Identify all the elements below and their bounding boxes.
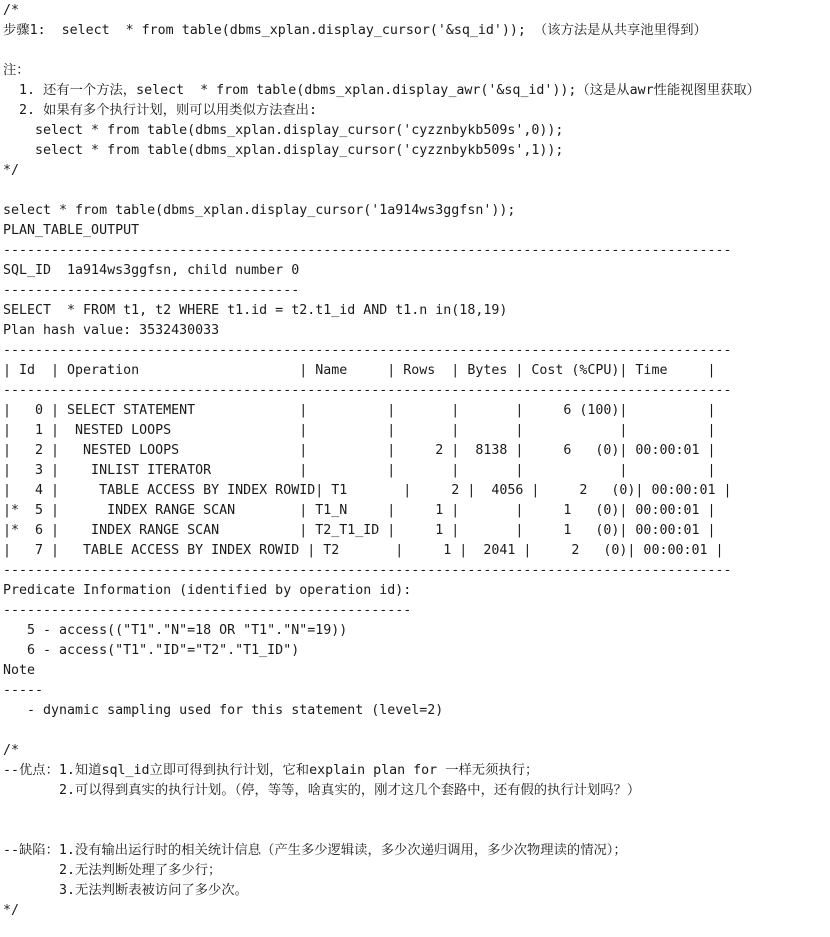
text-line: | 2 | NESTED LOOPS | | 2 | 8138 | 6 (0)| 00:00:01 | xyxy=(3,443,716,458)
text-line: |* 5 | INDEX RANGE SCAN | T1_N | 1 | | 1 (0)| 00:00:01 | xyxy=(3,503,716,518)
text-line xyxy=(3,821,828,841)
text-line: ------------------------------------------------------------------------------------------- xyxy=(3,343,732,358)
text-line xyxy=(3,721,828,741)
text-line: */ xyxy=(3,163,20,178)
text-line: | 1 | NESTED LOOPS | | | | | | xyxy=(3,423,716,438)
text-line: 步骤1: select * from table(dbms_xplan.display_cursor('&sq_id')); （该方法是从共享池里得到） xyxy=(3,23,707,38)
document-text xyxy=(3,1,828,921)
text-line: PLAN_TABLE_OUTPUT xyxy=(3,223,140,238)
text-line: Predicate Information (identified by operation id): xyxy=(3,583,412,598)
text-line: | 7 | TABLE ACCESS BY INDEX ROWID | T2 | 1 | 2041 | 2 (0)| 00:00:01 | xyxy=(3,543,724,558)
text-line: 注： xyxy=(3,63,30,78)
text-line: Note xyxy=(3,663,36,678)
text-line: 1. 还有一个方法，select * from table(dbms_xplan.display_awr('&sq_id'));（这是从awr性能视图里获取） xyxy=(3,83,760,98)
text-line: ------------------------------------- xyxy=(3,283,300,298)
text-line xyxy=(3,801,828,821)
text-line: 5 - access(("T1"."N"=18 OR "T1"."N"=19)) xyxy=(3,623,348,638)
text-line: | Id | Operation | Name | Rows | Bytes | Cost (%CPU)| Time | xyxy=(3,363,716,378)
text-line: */ xyxy=(3,903,20,918)
text-line xyxy=(3,41,828,61)
text-line: /* xyxy=(3,3,20,18)
text-line: 2. 如果有多个执行计划，则可以用类似方法查出: xyxy=(3,103,317,118)
text-line: 3.无法判断表被访问了多少次。 xyxy=(3,883,248,898)
text-line: ------------------------------------------------------------------------------------------- xyxy=(3,563,732,578)
text-line: | 3 | INLIST ITERATOR | | | | | | xyxy=(3,463,716,478)
text-line: ----- xyxy=(3,683,44,698)
text-line: 2.可以得到真实的执行计划。（停，等等，啥真实的，刚才这几个套路中，还有假的执行计划吗？） xyxy=(3,783,641,798)
text-line: SQL_ID 1a914ws3ggfsn, child number 0 xyxy=(3,263,300,278)
text-line: --------------------------------------------------- xyxy=(3,603,412,618)
text-line: |* 6 | INDEX RANGE SCAN | T2_T1_ID | 1 | | 1 (0)| 00:00:01 | xyxy=(3,523,716,538)
text-line: select * from table(dbms_xplan.display_cursor('cyzznbykb509s',1)); xyxy=(3,143,564,158)
text-line: 2.无法判断处理了多少行； xyxy=(3,863,222,878)
text-line: ------------------------------------------------------------------------------------------- xyxy=(3,243,732,258)
text-line: select * from table(dbms_xplan.display_cursor('1a914ws3ggfsn')); xyxy=(3,203,516,218)
text-line: 6 - access("T1"."ID"="T2"."T1_ID") xyxy=(3,643,300,658)
text-line: | 4 | TABLE ACCESS BY INDEX ROWID| T1 | 2 | 4056 | 2 (0)| 00:00:01 | xyxy=(3,483,732,498)
text-line: - dynamic sampling used for this statement (level=2) xyxy=(3,703,444,718)
text-line: SELECT * FROM t1, t2 WHERE t1.id = t2.t1_id AND t1.n in(18,19) xyxy=(3,303,508,318)
text-line: --优点：1.知道sql_id立即可得到执行计划，它和explain plan for 一样无须执行； xyxy=(3,763,539,778)
text-line: Plan hash value: 3532430033 xyxy=(3,323,220,338)
text-line: | 0 | SELECT STATEMENT | | | | 6 (100)| | xyxy=(3,403,716,418)
text-line: select * from table(dbms_xplan.display_cursor('cyzznbykb509s',0)); xyxy=(3,123,564,138)
text-line xyxy=(3,181,828,201)
text-line: ------------------------------------------------------------------------------------------- xyxy=(3,383,732,398)
text-line: --缺陷：1.没有输出运行时的相关统计信息（产生多少逻辑读，多少次递归调用，多少次物理读的情况）； xyxy=(3,843,627,858)
text-line: /* xyxy=(3,743,20,758)
